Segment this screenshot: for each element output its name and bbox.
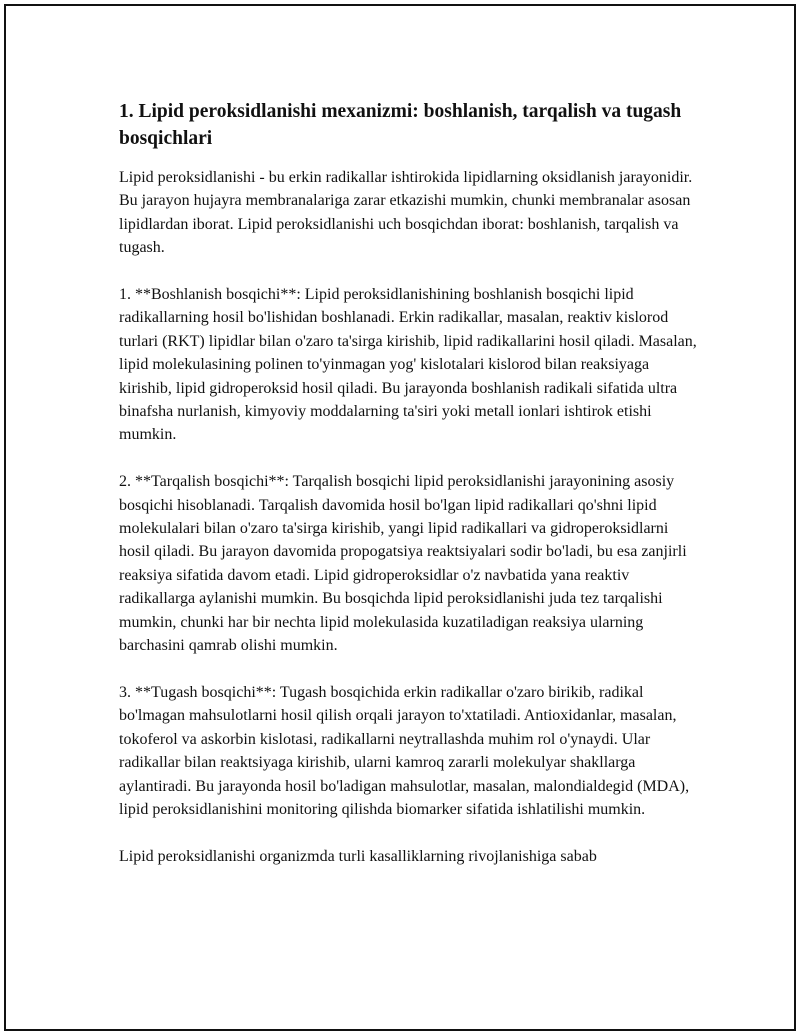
closing-paragraph: Lipid peroksidlanishi organizmda turli kasalliklarning rivojlanishiga sabab <box>119 847 597 865</box>
document-title: 1. Lipid peroksidlanishi mexanizmi: boshlanish, tarqalish va tugash bosqichlari <box>119 101 682 149</box>
propagation-stage-paragraph: 2. **Tarqalish bosqichi**: Tarqalish bosqichi lipid peroksidlanishi jarayonining asosiy bosqichi hisoblanadi. Tarqalish davomida hosil bo'lgan lipid radikallari qo'shni lipid molekulalari bilan o'zaro ta'sirga kirishib, yangi lipid radikallari va gidroperoksidlarni hosil qiladi. Bu jarayon davomida propogatsiya reaktsiyalari sodir bo'ladi, bu esa zanjirli reaksiya sifatida davom etadi. Lipid gidroperoksidlar o'z navbatida yana reaktiv radikallarga aylanishi mumkin. Bu bosqichda lipid peroksidlanishi juda tez tarqalishi mumkin, chunki har bir nechta lipid molekulasida kuzatiladigan reaksiya ularning barchasini qamrab olishi mumkin. <box>119 473 687 655</box>
page-frame <box>4 4 796 1031</box>
intro-paragraph: Lipid peroksidlanishi - bu erkin radikallar ishtirokida lipidlarning oksidlanish jarayonidir. Bu jarayon hujayra membranalariga zarar etkazishi mumkin, chunki membranalar asosan lipidlardan iborat. Lipid peroksidlanishi uch bosqichdan iborat: boshlanish, tarqalish va tugash. <box>119 169 693 257</box>
termination-stage-paragraph: 3. **Tugash bosqichi**: Tugash bosqichida erkin radikallar o'zaro birikib, radikal bo'lmagan mahsulotlarni hosil qilish orqali jarayon to'xtatiladi. Antioxidanlar, masalan, tokoferol va askorbin kislotasi, radikallarni neytrallashda muhim rol o'ynaydi. Ular radikallar bilan reaktsiyaga kirishib, ularni kamroq zararli molekulyar shakllarga aylantiradi. Bu jarayonda hosil bo'ladigan mahsulotlar, masalan, malondialdegid (MDA), lipid peroksidlanishini monitoring qilishda biomarker sifatida ishlatilishi mumkin. <box>119 683 690 818</box>
initiation-stage-paragraph: 1. **Boshlanish bosqichi**: Lipid peroksidlanishining boshlanish bosqichi lipid radikallarning hosil bo'lishidan boshlanadi. Erkin radikallar, masalan, reaktiv kislorod turlari (RKT) lipidlar bilan o'zaro ta'sirga kirishib, lipid radikallarini hosil qiladi. Masalan, lipid molekulasining polinen to'yinmagan yog' kislotalari kislorod bilan reaksiyaga kirishib, lipid gidroperoksid hosil qiladi. Bu jarayonda boshlanish radikali sifatida ultra binafsha nurlanish, kimyoviy moddalarning ta'siri yoki metall ionlari ishtirok etishi mumkin. <box>119 286 697 444</box>
document-body <box>119 98 699 892</box>
